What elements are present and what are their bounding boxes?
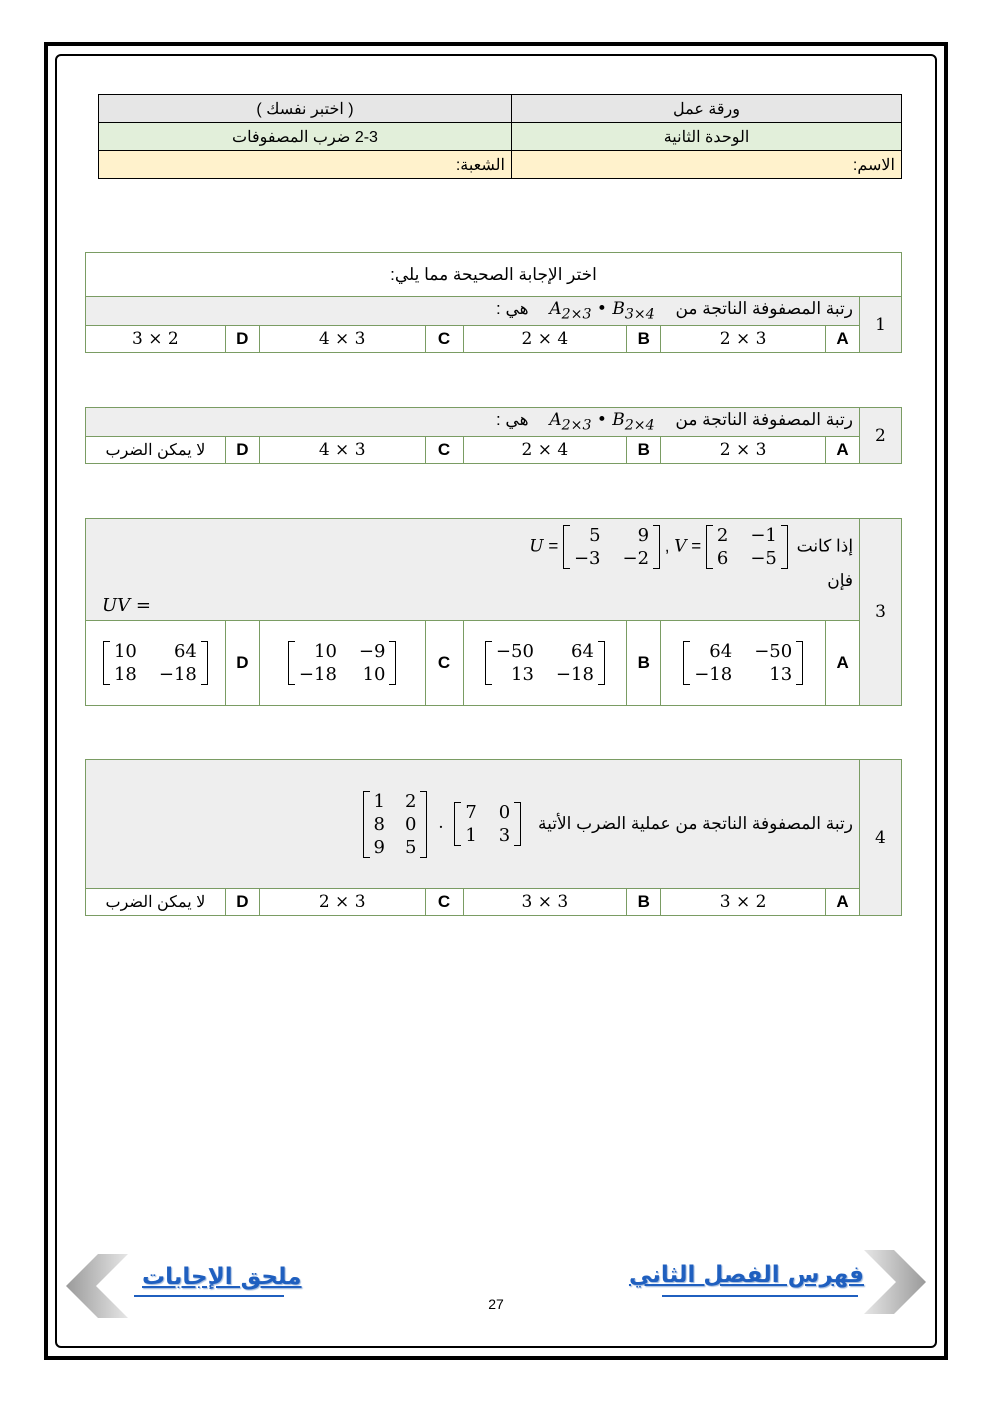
question-3-then: فإن (827, 571, 854, 590)
option-3c-matrix: 10 −9 −18 10 (288, 641, 397, 685)
question-4-table (85, 759, 902, 916)
option-1c[interactable]: 4 × 3 (259, 326, 425, 353)
option-3a-letter: A (826, 621, 860, 706)
matrix-m1: 7 0 1 3 (454, 802, 521, 846)
question-2-table (85, 407, 902, 464)
matrix-v-label: V (674, 536, 687, 557)
option-4a[interactable]: 3 × 2 (661, 889, 826, 916)
question-3-product-label: UV = (102, 595, 151, 616)
option-2d[interactable]: لا يمكن الضرب (86, 437, 226, 464)
question-2-number: 2 (859, 408, 901, 464)
question-3-stem: إذا كانت U = 5 9 −3 −2 , V = 2 −1 6 −5 فإن UV = (86, 519, 860, 621)
option-4d-letter: D (225, 889, 259, 916)
option-4b[interactable]: 3 × 3 (463, 889, 627, 916)
option-3d-letter: D (225, 621, 259, 706)
question-3-table (85, 518, 902, 706)
option-3a-matrix: 64 −50 −18 13 (683, 641, 803, 685)
option-4d[interactable]: لا يمكن الضرب (86, 889, 226, 916)
question-2-text: رتبة المصفوفة الناتجة من (675, 410, 853, 430)
question-2-stem (86, 408, 860, 437)
question-1-text: رتبة المصفوفة الناتجة من (675, 299, 853, 319)
option-2a-letter: A (825, 437, 859, 464)
matrix-m2: 1 2 8 0 9 5 (363, 791, 428, 858)
option-2c[interactable]: 4 × 3 (259, 437, 425, 464)
question-3-text: إذا كانت (796, 536, 854, 556)
option-1d[interactable]: 3 × 2 (86, 326, 226, 353)
worksheet-cell: ورقة عمل (512, 95, 902, 123)
unit-title: الوحدة الثانية (512, 123, 902, 151)
option-4c[interactable]: 2 × 3 (259, 889, 425, 916)
page-number: 27 (488, 1296, 504, 1312)
matrix-u-label: U (529, 536, 544, 557)
option-2d-letter: D (225, 437, 259, 464)
header-table (98, 94, 902, 179)
question-2-expression: $A_{2\times 3}$ • $B_{2\times 4}$ (549, 410, 655, 434)
question-4-text: رتبة المصفوفة الناتجة من عملية الضرب الأتية (537, 813, 853, 833)
question-2-end: هي : (495, 410, 529, 430)
option-1b-letter: B (627, 326, 661, 353)
question-1-stem (86, 297, 860, 326)
question-3-number: 3 (860, 519, 902, 706)
option-3d[interactable] (86, 621, 226, 706)
question-1-number: 1 (859, 297, 901, 353)
test-yourself-cell: ( اختبر نفسك ) (99, 95, 512, 123)
answers-appendix-link[interactable]: ملحق الإجابات (142, 1264, 302, 1290)
option-3c[interactable] (259, 621, 425, 706)
option-4b-letter: B (627, 889, 661, 916)
name-field[interactable]: الاسم: (512, 151, 902, 179)
option-2a[interactable]: 2 × 3 (661, 437, 826, 464)
matrix-v: 2 −1 6 −5 (706, 525, 788, 569)
instructions: اختر الإجابة الصحيحة مما يلي: (86, 253, 902, 297)
option-3a[interactable] (661, 621, 826, 706)
option-3b-matrix: −50 64 13 −18 (485, 641, 605, 685)
option-4a-letter: A (825, 889, 859, 916)
question-1-end: هي : (496, 299, 529, 319)
question-4-stem: رتبة المصفوفة الناتجة من عملية الضرب الأتية 1 2 8 0 9 5 . 7 0 1 3 (86, 760, 860, 889)
option-1a[interactable]: 2 × 3 (661, 326, 826, 353)
option-1c-letter: C (425, 326, 463, 353)
question-4-number: 4 (859, 760, 901, 916)
option-2b[interactable]: 2 × 4 (463, 437, 627, 464)
option-2c-letter: C (425, 437, 463, 464)
option-1a-letter: A (825, 326, 859, 353)
lesson-title: 2-3 ضرب المصفوفات (99, 123, 512, 151)
matrix-u: 5 9 −3 −2 (563, 525, 660, 569)
chapter-index-link[interactable]: فهرس الفصل الثاني (628, 1262, 864, 1288)
section-field[interactable]: الشعبة: (99, 151, 512, 179)
option-2b-letter: B (627, 437, 661, 464)
option-3b-letter: B (627, 621, 661, 706)
option-1d-letter: D (225, 326, 259, 353)
option-4c-letter: C (425, 889, 463, 916)
option-1b[interactable]: 2 × 4 (463, 326, 627, 353)
question-1-expression: $A_{2\times 3}$ • $B_{3\times 4}$ (549, 299, 655, 323)
question-1-table (85, 252, 902, 353)
option-3b[interactable] (463, 621, 627, 706)
option-3d-matrix: 10 64 18 −18 (103, 641, 208, 685)
option-3c-letter: C (425, 621, 463, 706)
